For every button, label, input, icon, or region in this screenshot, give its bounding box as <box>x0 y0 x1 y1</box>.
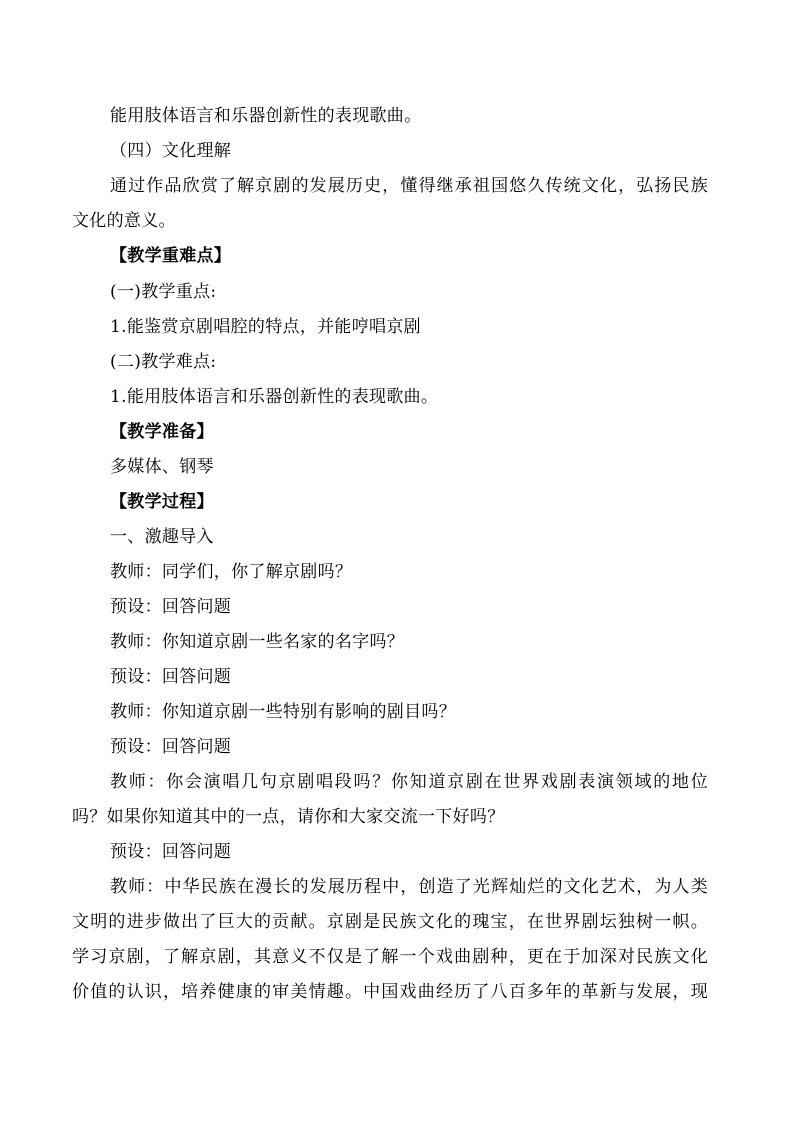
paragraph-line: 文化的意义。 <box>72 211 176 231</box>
dialogue-line: 教师：你知道京剧一些特别有影响的剧目吗？ <box>110 702 456 722</box>
subheading-key-points: (一)教学重点: <box>110 282 217 302</box>
dialogue-line: 教师：你知道京剧一些名家的名字吗？ <box>110 632 405 652</box>
dialogue-line: 预设：回答问题 <box>110 737 232 757</box>
section-heading-preparation: 【教学准备】 <box>110 422 214 442</box>
dialogue-line: 预设：回答问题 <box>110 667 232 687</box>
paragraph-line: 能用肢体语言和乐器创新性的表现歌曲。 <box>110 106 422 126</box>
dialogue-line: 教师：同学们，你了解京剧吗？ <box>110 562 353 582</box>
dialogue-line: 吗？如果你知道其中的一点，请你和大家交流一下好吗？ <box>72 807 505 827</box>
list-item: 1.能用肢体语言和乐器创新性的表现歌曲。 <box>110 387 439 407</box>
subheading-difficult-points: (二)教学难点: <box>110 352 217 372</box>
dialogue-line: 预设：回答问题 <box>110 597 232 617</box>
list-item: 1.能鉴赏京剧唱腔的特点，并能哼唱京剧 <box>110 317 421 337</box>
dialogue-line: 教师：你会演唱几句京剧唱段吗？你知道京剧在世界戏剧表演领域的地位 <box>110 772 708 792</box>
dialogue-line: 预设：回答问题 <box>110 842 232 862</box>
paragraph-line: 文明的进步做出了巨大的贡献。京剧是民族文化的瑰宝，在世界剧坛独树一帜。 <box>72 912 708 932</box>
paragraph-line: 学习京剧，了解京剧，其意义不仅是了解一个戏曲剧种，更在于加深对民族文化 <box>72 947 708 967</box>
paragraph-line: 多媒体、钢琴 <box>110 457 214 477</box>
dialogue-line: 教师：中华民族在漫长的发展历程中，创造了光辉灿烂的文化艺术，为人类 <box>110 877 708 897</box>
paragraph-line: 通过作品欣赏了解京剧的发展历史，懂得继承祖国悠久传统文化，弘扬民族 <box>110 176 708 196</box>
paragraph-line: 价值的认识，培养健康的审美情趣。中国戏曲经历了八百多年的革新与发展，现 <box>72 982 708 1002</box>
section-heading-key-difficult: 【教学重难点】 <box>110 246 232 266</box>
section-heading-process: 【教学过程】 <box>110 492 214 512</box>
section-heading-culture: （四）文化理解 <box>110 141 232 161</box>
subheading-introduction: 一、激趣导入 <box>110 527 214 547</box>
